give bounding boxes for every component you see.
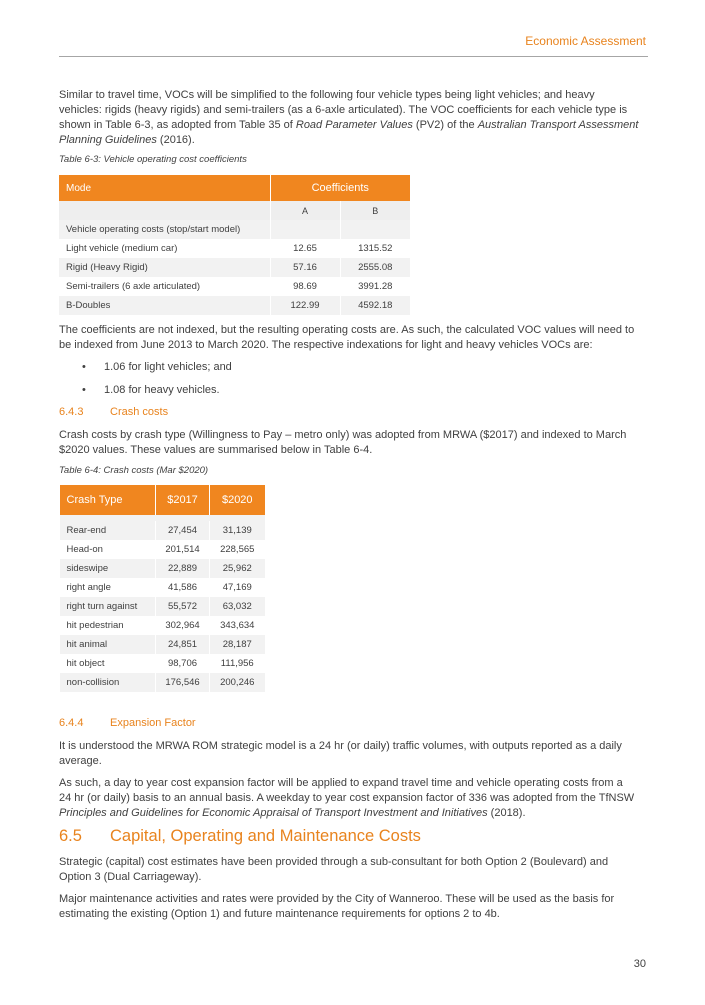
capital-paragraph-1: [59, 855, 649, 885]
indexing-line-1: The coefficients are not indexed, but the resulting operating costs are. As such, the calculated VOC values will need to: [59, 324, 635, 336]
intro-text: (PV2) of the: [412, 119, 478, 131]
running-header: Economic Assessment: [525, 34, 646, 48]
capital-line-4: estimating the existing (Option 1) and future maintenance requirements for options 2 to 4b.: [59, 908, 500, 920]
coef-a: [270, 220, 340, 239]
intro-line-1: Similar to travel time, VOCs will be simplified to the following four vehicle types being light vehicles; and heavy: [59, 89, 595, 101]
cost-2017: 41,586: [156, 578, 210, 597]
col-a-header: A: [270, 201, 340, 220]
table-row: [60, 521, 265, 540]
table-row: [60, 559, 265, 578]
expansion-line-4: 24 hr (or daily) basis to an annual basis. A weekday to year cost expansion factor of 336 was adopted from the TfNSW: [59, 792, 635, 804]
table-row: [60, 578, 265, 597]
table-row: [59, 296, 410, 315]
capital-paragraph-2: [59, 892, 649, 922]
cost-2020: 47,169: [210, 578, 265, 597]
bullet-dot: •: [82, 361, 86, 373]
expansion-line-1: It is understood the MRWA ROM strategic model is a 24 hr (or daily) traffic volumes, with outputs reported as a daily: [59, 740, 622, 752]
section-title: Expansion Factor: [110, 717, 196, 729]
crash-line-2: $2020 values. These values are summarised below in Table 6-4.: [59, 444, 373, 456]
cost-2020: 31,139: [210, 521, 265, 540]
section-title: Capital, Operating and Maintenance Costs: [110, 827, 421, 845]
cost-2017: 176,546: [156, 673, 210, 692]
atag-ref-cont: Planning Guidelines: [59, 134, 157, 146]
row-label: Rigid (Heavy Rigid): [59, 258, 270, 277]
intro-paragraph: [59, 88, 649, 148]
cost-2017: 201,514: [156, 540, 210, 559]
cost-2017: 55,572: [156, 597, 210, 616]
crash-type: hit animal: [60, 635, 156, 654]
cost-2020: 200,246: [210, 673, 265, 692]
indexing-line-2: be indexed from June 2013 to March 2020. The respective indexations for light and heavy vehicles VOCs are:: [59, 339, 593, 351]
table-row: [60, 616, 265, 635]
intro-text: (2016).: [156, 134, 195, 146]
coef-a: 57.16: [270, 258, 340, 277]
bullet-text: 1.06 for light vehicles; and: [104, 361, 232, 373]
section-6-4-3-heading: [59, 406, 168, 418]
cost-2020: 63,032: [210, 597, 265, 616]
table-row: [60, 673, 265, 692]
coef-b: 2555.08: [340, 258, 410, 277]
voc-coefficients-table: [59, 175, 410, 315]
expansion-text: (2018).: [487, 807, 526, 819]
crash-type: Head-on: [60, 540, 156, 559]
cost-2020-header: $2020: [210, 485, 265, 515]
mode-header: Mode: [59, 175, 270, 201]
cost-2017: 27,454: [156, 521, 210, 540]
crash-type-header: Crash Type: [60, 485, 156, 515]
crash-type: hit pedestrian: [60, 616, 156, 635]
cost-2020: 343,634: [210, 616, 265, 635]
row-label: Vehicle operating costs (stop/start model): [59, 220, 270, 239]
cost-2020: 28,187: [210, 635, 265, 654]
crash-type: non-collision: [60, 673, 156, 692]
expansion-line-5: [59, 806, 649, 821]
cost-2017: 22,889: [156, 559, 210, 578]
coef-b: 3991.28: [340, 277, 410, 296]
table-row: [59, 258, 410, 277]
intro-text: shown in Table 6-3, as adopted from Table 35 of: [59, 119, 296, 131]
coef-a: 12.65: [270, 239, 340, 258]
crash-line-1: Crash costs by crash type (Willingness to Pay – metro only) was adopted from MRWA ($2017) and indexed to March: [59, 429, 627, 441]
table-6-3-caption: Table 6-3: Vehicle operating cost coefficients: [59, 154, 247, 165]
table-row: [60, 540, 265, 559]
crash-costs-table: [59, 485, 265, 692]
section-number: 6.4.3: [59, 406, 84, 418]
expansion-paragraph-1: [59, 739, 649, 769]
header-divider: [59, 56, 648, 57]
cost-2020: 111,956: [210, 654, 265, 673]
expansion-line-2: average.: [59, 755, 102, 767]
tfnsw-guidelines-ref: Principles and Guidelines for Economic Appraisal of Transport Investment and Initiatives: [59, 807, 488, 819]
row-label: Light vehicle (medium car): [59, 239, 270, 258]
table-row: [59, 220, 410, 239]
atag-ref: Australian Transport Assessment: [477, 119, 639, 131]
bullet-light-vehicles: [82, 361, 232, 373]
cost-2017: 302,964: [156, 616, 210, 635]
coef-a: 122.99: [270, 296, 340, 315]
table-row: [60, 597, 265, 616]
capital-line-1: Strategic (capital) cost estimates have been provided through a sub-consultant for both Option 2 (Boulevard) and: [59, 856, 609, 868]
section-6-4-4-heading: [59, 717, 196, 729]
intro-line-3: [59, 118, 649, 133]
cost-2017: 98,706: [156, 654, 210, 673]
intro-line-2: vehicles: rigids (heavy rigids) and semi-trailers (as a 6-axle articulated). The VOC coefficients for each vehicle type is: [59, 104, 628, 116]
cost-2017-header: $2017: [156, 485, 210, 515]
section-number: 6.4.4: [59, 717, 84, 729]
coef-b: 4592.18: [340, 296, 410, 315]
section-number: 6.5: [59, 827, 82, 845]
coef-b: [340, 220, 410, 239]
section-title: Crash costs: [110, 406, 169, 418]
section-6-5-heading: [59, 827, 421, 846]
blank-subheader: [59, 201, 270, 220]
indexing-paragraph: [59, 323, 649, 353]
crash-type: sideswipe: [60, 559, 156, 578]
table-row: [60, 654, 265, 673]
row-label: B-Doubles: [59, 296, 270, 315]
crash-paragraph: [59, 428, 649, 458]
col-b-header: B: [340, 201, 410, 220]
capital-line-2: Option 3 (Dual Carriageway).: [59, 871, 202, 883]
coefficients-header: Coefficients: [270, 175, 410, 201]
bullet-heavy-vehicles: [82, 384, 220, 396]
crash-type: right angle: [60, 578, 156, 597]
cost-2020: 25,962: [210, 559, 265, 578]
page-number: 30: [633, 958, 646, 970]
intro-line-4: [59, 133, 649, 148]
road-parameter-values-ref: Road Parameter Values: [295, 119, 413, 131]
expansion-line-3: As such, a day to year cost expansion factor will be applied to expand travel time and vehicle operating costs from a: [59, 777, 623, 789]
capital-line-3: Major maintenance activities and rates were provided by the City of Wanneroo. These will be used as the basis for: [59, 893, 615, 905]
expansion-paragraph-2: [59, 776, 649, 821]
crash-type: hit object: [60, 654, 156, 673]
table-row: [59, 277, 410, 296]
bullet-text: 1.08 for heavy vehicles.: [104, 384, 220, 396]
table-row: [60, 635, 265, 654]
row-label: Semi-trailers (6 axle articulated): [59, 277, 270, 296]
crash-type: right turn against: [60, 597, 156, 616]
table-row: [59, 239, 410, 258]
bullet-dot: •: [82, 384, 86, 396]
cost-2017: 24,851: [156, 635, 210, 654]
table-6-4-caption: Table 6-4: Crash costs (Mar $2020): [59, 465, 209, 476]
coef-a: 98.69: [270, 277, 340, 296]
coef-b: 1315.52: [340, 239, 410, 258]
crash-type: Rear-end: [60, 521, 156, 540]
cost-2020: 228,565: [210, 540, 265, 559]
